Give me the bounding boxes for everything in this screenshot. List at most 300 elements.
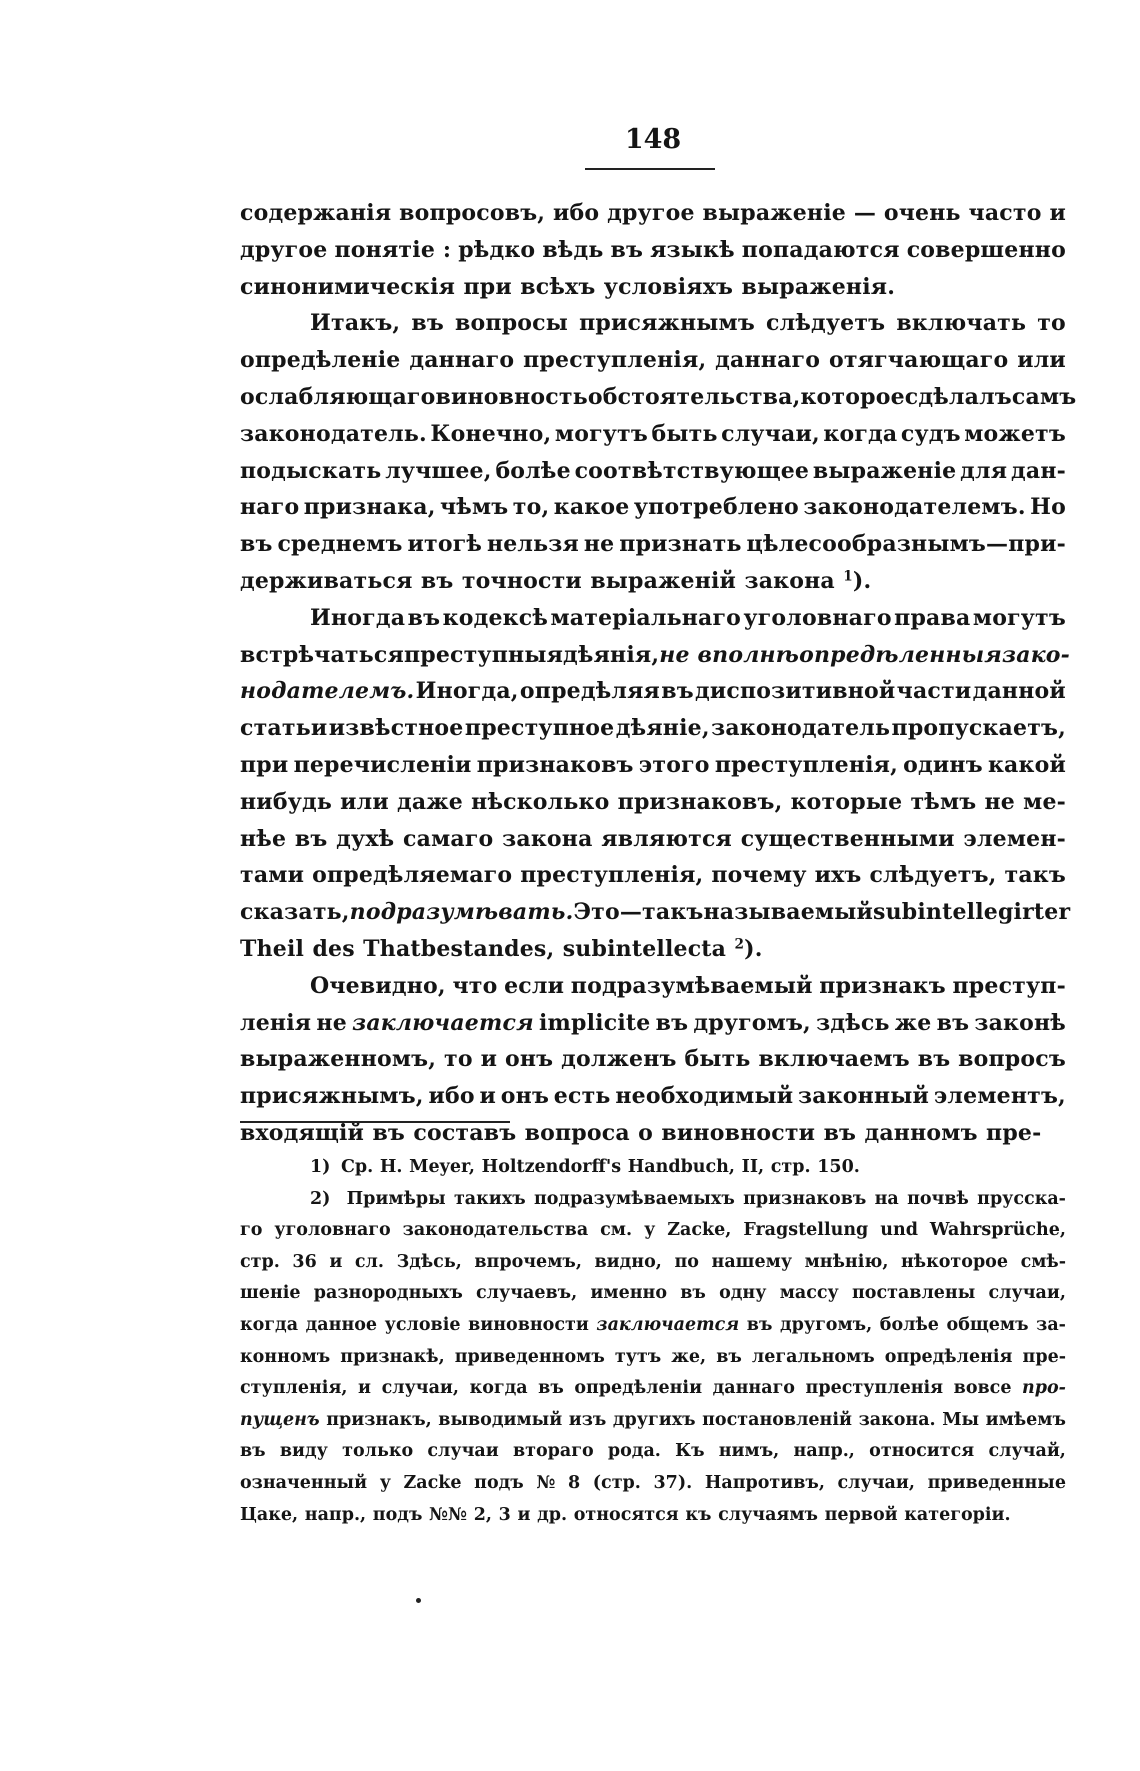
word: есть (553, 1083, 611, 1110)
print-speck (416, 1598, 421, 1603)
word: слѣдуетъ (766, 310, 886, 337)
text-line (240, 747, 1066, 784)
word: одинъ (903, 751, 983, 778)
text-line (240, 305, 1066, 342)
footnote-word: категоріи. (904, 1504, 1011, 1525)
text-line (240, 379, 1077, 416)
footnote-word: выводимый (438, 1409, 563, 1430)
text-line (240, 416, 1066, 453)
word: не вполнѣ (659, 641, 800, 668)
footnote-word: Мы (942, 1409, 980, 1430)
word: встрѣчаться (240, 641, 404, 668)
word: что (452, 972, 498, 999)
footnote-word: виду (279, 1441, 328, 1462)
footnote-word: заключается (596, 1314, 740, 1335)
word: subintellegirter (872, 899, 1071, 926)
word: вопросы (455, 310, 569, 337)
word: тѣмъ (910, 788, 977, 815)
text-line (240, 269, 1066, 306)
word: Иногда, (415, 678, 519, 705)
word: дан- (1011, 457, 1066, 484)
word: включать (896, 310, 1027, 337)
word: Конечно, (430, 420, 552, 447)
word: Thatbestandes, (363, 935, 555, 962)
word: очень (883, 200, 961, 226)
footnote-word: нашему (711, 1251, 793, 1272)
word: присяжнымъ, (240, 1083, 424, 1110)
word: ме- (1023, 788, 1066, 815)
word: — (619, 899, 643, 926)
footnote-word: конномъ (240, 1346, 331, 1367)
footnote-word: случай, (988, 1441, 1066, 1462)
footnote-word: общемъ (946, 1314, 1029, 1335)
footnote-line (240, 1468, 1066, 1500)
footnote-word: случаямъ (718, 1504, 818, 1525)
word: дѣянія, (563, 641, 660, 668)
word: совершенно (906, 236, 1066, 263)
word: даннаго (715, 347, 821, 374)
word: подразумѣвать. (349, 899, 574, 926)
footnote-word: Примѣры (346, 1188, 446, 1209)
word: Theil (240, 935, 305, 962)
word: содержанія (240, 200, 392, 226)
footnote-word: виновности (468, 1314, 589, 1335)
footnote-word: пре- (1022, 1346, 1066, 1367)
footnote-word: нѣкоторое (901, 1251, 1008, 1272)
word: самъ (1011, 383, 1077, 410)
word: точности (461, 567, 582, 594)
footnote-word: №№ (429, 1504, 468, 1525)
word: долженъ (561, 1046, 677, 1073)
footnote-word: стр. (240, 1251, 280, 1272)
word: Очевидно, (310, 972, 446, 999)
footnote-word: разнородныхъ (313, 1283, 463, 1304)
word: въ (420, 567, 454, 594)
word: быть (651, 420, 718, 447)
word: почему (711, 862, 807, 889)
footnote-word: смѣ- (1020, 1251, 1066, 1272)
word: которое (800, 383, 905, 410)
footnote-word: первой (824, 1504, 898, 1525)
word: даже (397, 788, 463, 815)
footnote-word: за- (1036, 1314, 1066, 1335)
word: нодателемъ. (240, 678, 415, 705)
word: какой (987, 751, 1066, 778)
footnote-word: втораго (512, 1441, 594, 1462)
text-line (240, 673, 1066, 710)
word: условіяхъ (603, 273, 734, 300)
word: выраженіе (812, 457, 957, 484)
footnote-line (240, 1405, 1066, 1437)
footnote-word: другомъ, (779, 1314, 873, 1335)
footnote-word: 150. (817, 1157, 860, 1177)
word: и (1049, 200, 1066, 226)
word: преступленія, (523, 347, 707, 374)
footnote-word: у (379, 1472, 391, 1493)
footnote-line (240, 1310, 1066, 1342)
word: ослабляющаго (240, 383, 436, 410)
footnote-word: подъ (372, 1504, 423, 1525)
footnote-word: случаи, (988, 1283, 1066, 1304)
word: опредѣленіе (240, 347, 401, 374)
footnote-word: мнѣнію, (804, 1251, 889, 1272)
footnote-word: признаковъ (743, 1188, 867, 1209)
word: самаго (403, 825, 494, 852)
text-line (240, 931, 1066, 968)
footnote-line (240, 1373, 1066, 1405)
page-number-rule (585, 168, 715, 170)
word: же (894, 1009, 932, 1036)
word: Но (1030, 494, 1066, 521)
word: такъ (642, 899, 704, 926)
text-line (240, 232, 1066, 269)
footnote-word: про- (1022, 1378, 1066, 1399)
word: дѣяніе, (615, 715, 710, 742)
word: элемен- (963, 825, 1066, 852)
footnote-word: имѣемъ (985, 1409, 1066, 1430)
footnote-word: такихъ (453, 1188, 526, 1209)
word: признакъ (819, 972, 946, 999)
word: implicite (538, 1009, 651, 1036)
word: или (1017, 347, 1066, 374)
footnote-word: шеніе (240, 1283, 301, 1304)
paragraph (240, 195, 1066, 305)
footnote-word: законодательства (402, 1220, 589, 1241)
word: въ (917, 1046, 951, 1073)
footnote-word: Напротивъ, (704, 1472, 825, 1493)
word: зако- (1002, 641, 1070, 668)
footnote-word: признакъ, (326, 1409, 432, 1430)
footnote-word: Fragstellung (743, 1220, 869, 1241)
footnote-word: относится (869, 1441, 975, 1462)
text-line (240, 821, 1066, 858)
word: въ (240, 531, 273, 558)
footnote-ref: 2 (734, 936, 745, 953)
word: признаковъ, (617, 788, 783, 815)
word: извѣстное (328, 715, 464, 742)
word: законѣ (974, 1009, 1066, 1036)
word: выраженномъ, (240, 1046, 437, 1073)
word-with-note (744, 563, 879, 600)
word: этого (638, 751, 710, 778)
word: пропускаетъ, (891, 715, 1066, 742)
footnote-word: 36 (292, 1251, 317, 1272)
footnote-ref-tail: ). (852, 567, 872, 594)
footnote-word: II, (741, 1157, 765, 1177)
word: законодателемъ. (803, 494, 1026, 521)
word: другое (607, 200, 695, 226)
text-line (240, 563, 1066, 600)
word: не (316, 1009, 347, 1036)
footnote-word: Meyer, (409, 1157, 476, 1177)
footnote-word: когда (240, 1314, 299, 1335)
word: выраженія. (741, 273, 896, 300)
word: подразумѣваемый (570, 972, 813, 999)
word: итогѣ (407, 531, 483, 558)
word: при (463, 273, 512, 300)
footnote-word: 2, (473, 1504, 492, 1525)
word: въ (823, 1119, 857, 1146)
text-line (240, 1078, 1066, 1115)
footnote-line (240, 1436, 1066, 1468)
footnote-word: случаи, (837, 1472, 915, 1493)
text-line (240, 489, 1066, 526)
word: присяжнымъ (579, 310, 755, 337)
word: онъ (505, 1046, 554, 1073)
word: преступленія, (714, 751, 898, 778)
footnote-line (240, 1342, 1066, 1374)
footnote (240, 1184, 1066, 1532)
footnote-word: болѣе (879, 1314, 939, 1335)
word: то, (512, 494, 550, 521)
word: не (984, 788, 1015, 815)
footnote-line (240, 1152, 1066, 1184)
word: то (444, 1046, 473, 1073)
footnote-word: впрочемъ, (474, 1251, 582, 1272)
word: часто (968, 200, 1042, 226)
page-number: 148 (624, 124, 682, 155)
footnote-word: по (674, 1251, 699, 1272)
word: другомъ, (693, 1009, 811, 1036)
word: обстоятельства, (587, 383, 801, 410)
word: кодексѣ (442, 604, 549, 631)
word: судъ (900, 420, 961, 447)
footnote-word: 3 (498, 1504, 511, 1525)
word: здѣсь (816, 1009, 890, 1036)
footnote-word: данное (305, 1314, 378, 1335)
footnote-word: когда (469, 1378, 528, 1399)
word: законодатель. (240, 420, 427, 447)
word: наго (240, 494, 300, 521)
word: существенными (740, 825, 955, 852)
word: цѣлесообразнымъ—при- (746, 531, 1066, 558)
word: другое (240, 236, 328, 263)
footnote-word: и (517, 1504, 531, 1525)
footnote-word: опредѣленіи (574, 1378, 703, 1399)
word: пре- (986, 1119, 1042, 1146)
word: subintellecta (562, 935, 727, 962)
word: въ (661, 678, 694, 705)
footnote-line (240, 1278, 1066, 1310)
footnote-word: закона. (858, 1409, 936, 1430)
footnote-word: ступленія, (240, 1378, 348, 1399)
word: статьи (240, 715, 328, 742)
word: вопроса (524, 1119, 630, 1146)
word: преступ- (952, 972, 1066, 999)
body-text (240, 195, 1077, 1152)
footnote-word: und (880, 1220, 918, 1241)
footnote-word: сл. (354, 1251, 384, 1272)
word: преступное (464, 715, 615, 742)
footnote-word: массу (779, 1283, 839, 1304)
word: части (896, 678, 972, 705)
word: слѣдуетъ, (869, 862, 997, 889)
word: въ (372, 1119, 405, 1146)
word: могутъ (972, 604, 1066, 631)
footnote-word: приведенномъ (454, 1346, 605, 1367)
word: употреблено (633, 494, 799, 521)
word: для (960, 457, 1008, 484)
word: быть (684, 1046, 751, 1073)
word: сдѣлалъ (904, 383, 1012, 410)
word: заключается (352, 1009, 534, 1036)
footnote-word: въ (680, 1283, 706, 1304)
footnote-word: другихъ (612, 1409, 696, 1430)
footnote-word: Wahrsprüche, (929, 1220, 1066, 1241)
footnote-word: Zacke (403, 1472, 462, 1493)
word: и (480, 1046, 498, 1073)
word: случаи, (721, 420, 820, 447)
footnotes (240, 1152, 1066, 1531)
footnote-word: только (342, 1441, 414, 1462)
footnote-word: постановленій (702, 1409, 852, 1430)
footnote-marker: 1) (310, 1157, 331, 1177)
word: нѣе (240, 825, 287, 852)
footnote-word: уголовнаго (274, 1220, 391, 1241)
word: признать (619, 531, 742, 558)
word: вѣдь (542, 236, 604, 263)
word: когда (823, 420, 898, 447)
word: нибудь (240, 788, 332, 815)
word: необходимый (615, 1083, 794, 1110)
footnote-word: пущенъ (240, 1409, 320, 1430)
word: и (479, 1083, 496, 1110)
word: выраженій (590, 567, 737, 594)
footnote-word: именно (590, 1283, 668, 1304)
footnote-word: въ (240, 1441, 266, 1462)
footnote-word: легальномъ (751, 1346, 875, 1367)
word: нѣсколько (471, 788, 610, 815)
word: — (853, 200, 877, 226)
word: ихъ (814, 862, 862, 889)
word: могутъ (554, 420, 648, 447)
word: преступленія, (520, 862, 704, 889)
text-line (240, 894, 1071, 931)
word: опредѣленныя (799, 641, 1002, 668)
text-line (240, 526, 1066, 563)
footnote-word: у (644, 1220, 656, 1241)
word: преступныя (403, 641, 564, 668)
footnote (240, 1152, 1066, 1184)
word: ибо (428, 1083, 475, 1110)
text-line (240, 342, 1066, 379)
footnote-line (240, 1215, 1066, 1247)
word: при (240, 751, 289, 778)
word: входящій (240, 1119, 365, 1146)
text-line (240, 857, 1066, 894)
footnote-word: и (358, 1378, 372, 1399)
word: являются (601, 825, 733, 852)
word: составъ (413, 1119, 517, 1146)
footnote-word: рода. (607, 1441, 661, 1462)
footnote-word: (стр. (592, 1472, 641, 1493)
word: Итакъ, (310, 310, 401, 337)
footnote-word: случаи, (381, 1378, 459, 1399)
footnote-marker: 2) (310, 1188, 331, 1209)
word: синонимическія (240, 273, 456, 300)
footnote-word: почвѣ (907, 1188, 969, 1209)
footnote-word: означенный (240, 1472, 368, 1493)
word: если (504, 972, 565, 999)
footnote-word: тутъ (614, 1346, 662, 1367)
word: такъ (1004, 862, 1066, 889)
word: отягчающаго (828, 347, 1009, 374)
footnote-word: же, (671, 1346, 707, 1367)
word: въ (294, 825, 328, 852)
footnote-word: го (240, 1220, 263, 1241)
word: среднемъ (277, 531, 403, 558)
footnote-word: условіе (384, 1314, 461, 1335)
footnote-word: на (874, 1188, 899, 1209)
word: попадаются (741, 236, 900, 263)
word: даннаго (409, 347, 515, 374)
footnote-word: изъ (568, 1409, 607, 1430)
footnote-word: въ (716, 1346, 742, 1367)
word: уголовнаго (743, 604, 892, 631)
word: въ (407, 604, 441, 631)
word: виновности (661, 1119, 816, 1146)
word: или (340, 788, 389, 815)
footnote-word: опредѣленія (884, 1346, 1013, 1367)
footnote-word: напр., (793, 1441, 855, 1462)
word: рѣдко (458, 236, 536, 263)
footnote-line (240, 1247, 1066, 1279)
footnote-word: Ср. (340, 1157, 374, 1177)
footnote-word: даннаго (712, 1378, 795, 1399)
footnote-word: напр., (304, 1504, 367, 1525)
word: духѣ (336, 825, 395, 852)
footnote-word: и (329, 1251, 343, 1272)
footnote-word: поставлены (851, 1283, 976, 1304)
word: закона (502, 825, 593, 852)
word: права (894, 604, 971, 631)
word-with-note (563, 931, 771, 968)
footnote-word: стр. (770, 1157, 811, 1177)
footnote-word: прусска- (977, 1188, 1066, 1209)
word: болѣе (495, 457, 571, 484)
word: Это (573, 899, 620, 926)
footnote-word: нимъ, (718, 1441, 780, 1462)
word: опредѣляемаго (312, 862, 513, 889)
footnote-ref-tail: ). (744, 935, 763, 962)
paragraph (240, 305, 1077, 599)
word: всѣхъ (520, 273, 596, 300)
word: выраженіе (702, 200, 846, 226)
footnote-word: др. (537, 1504, 568, 1525)
word: о (638, 1119, 654, 1146)
footnote-word: № (536, 1472, 556, 1493)
footnote-word: случаи (427, 1441, 499, 1462)
footnote-line (240, 1184, 1066, 1216)
footnote-word: H. (379, 1157, 403, 1177)
word: лучшее, (385, 457, 492, 484)
footnote-word: подразумѣваемыхъ (533, 1188, 735, 1209)
text-line (240, 968, 1066, 1005)
text-line (240, 784, 1066, 821)
word: какое (553, 494, 630, 521)
word: соотвѣтствующее (574, 457, 810, 484)
word: Иногда (310, 604, 406, 631)
word: которые (790, 788, 903, 815)
text-line (240, 600, 1066, 637)
word: опредѣляя (519, 678, 660, 705)
footnote-word: къ (685, 1504, 712, 1525)
footnote-word: см. (600, 1220, 633, 1241)
word: тами (240, 862, 305, 889)
word: онъ (500, 1083, 550, 1110)
footnote-line (240, 1500, 1066, 1532)
word: понятіе : (334, 236, 452, 263)
